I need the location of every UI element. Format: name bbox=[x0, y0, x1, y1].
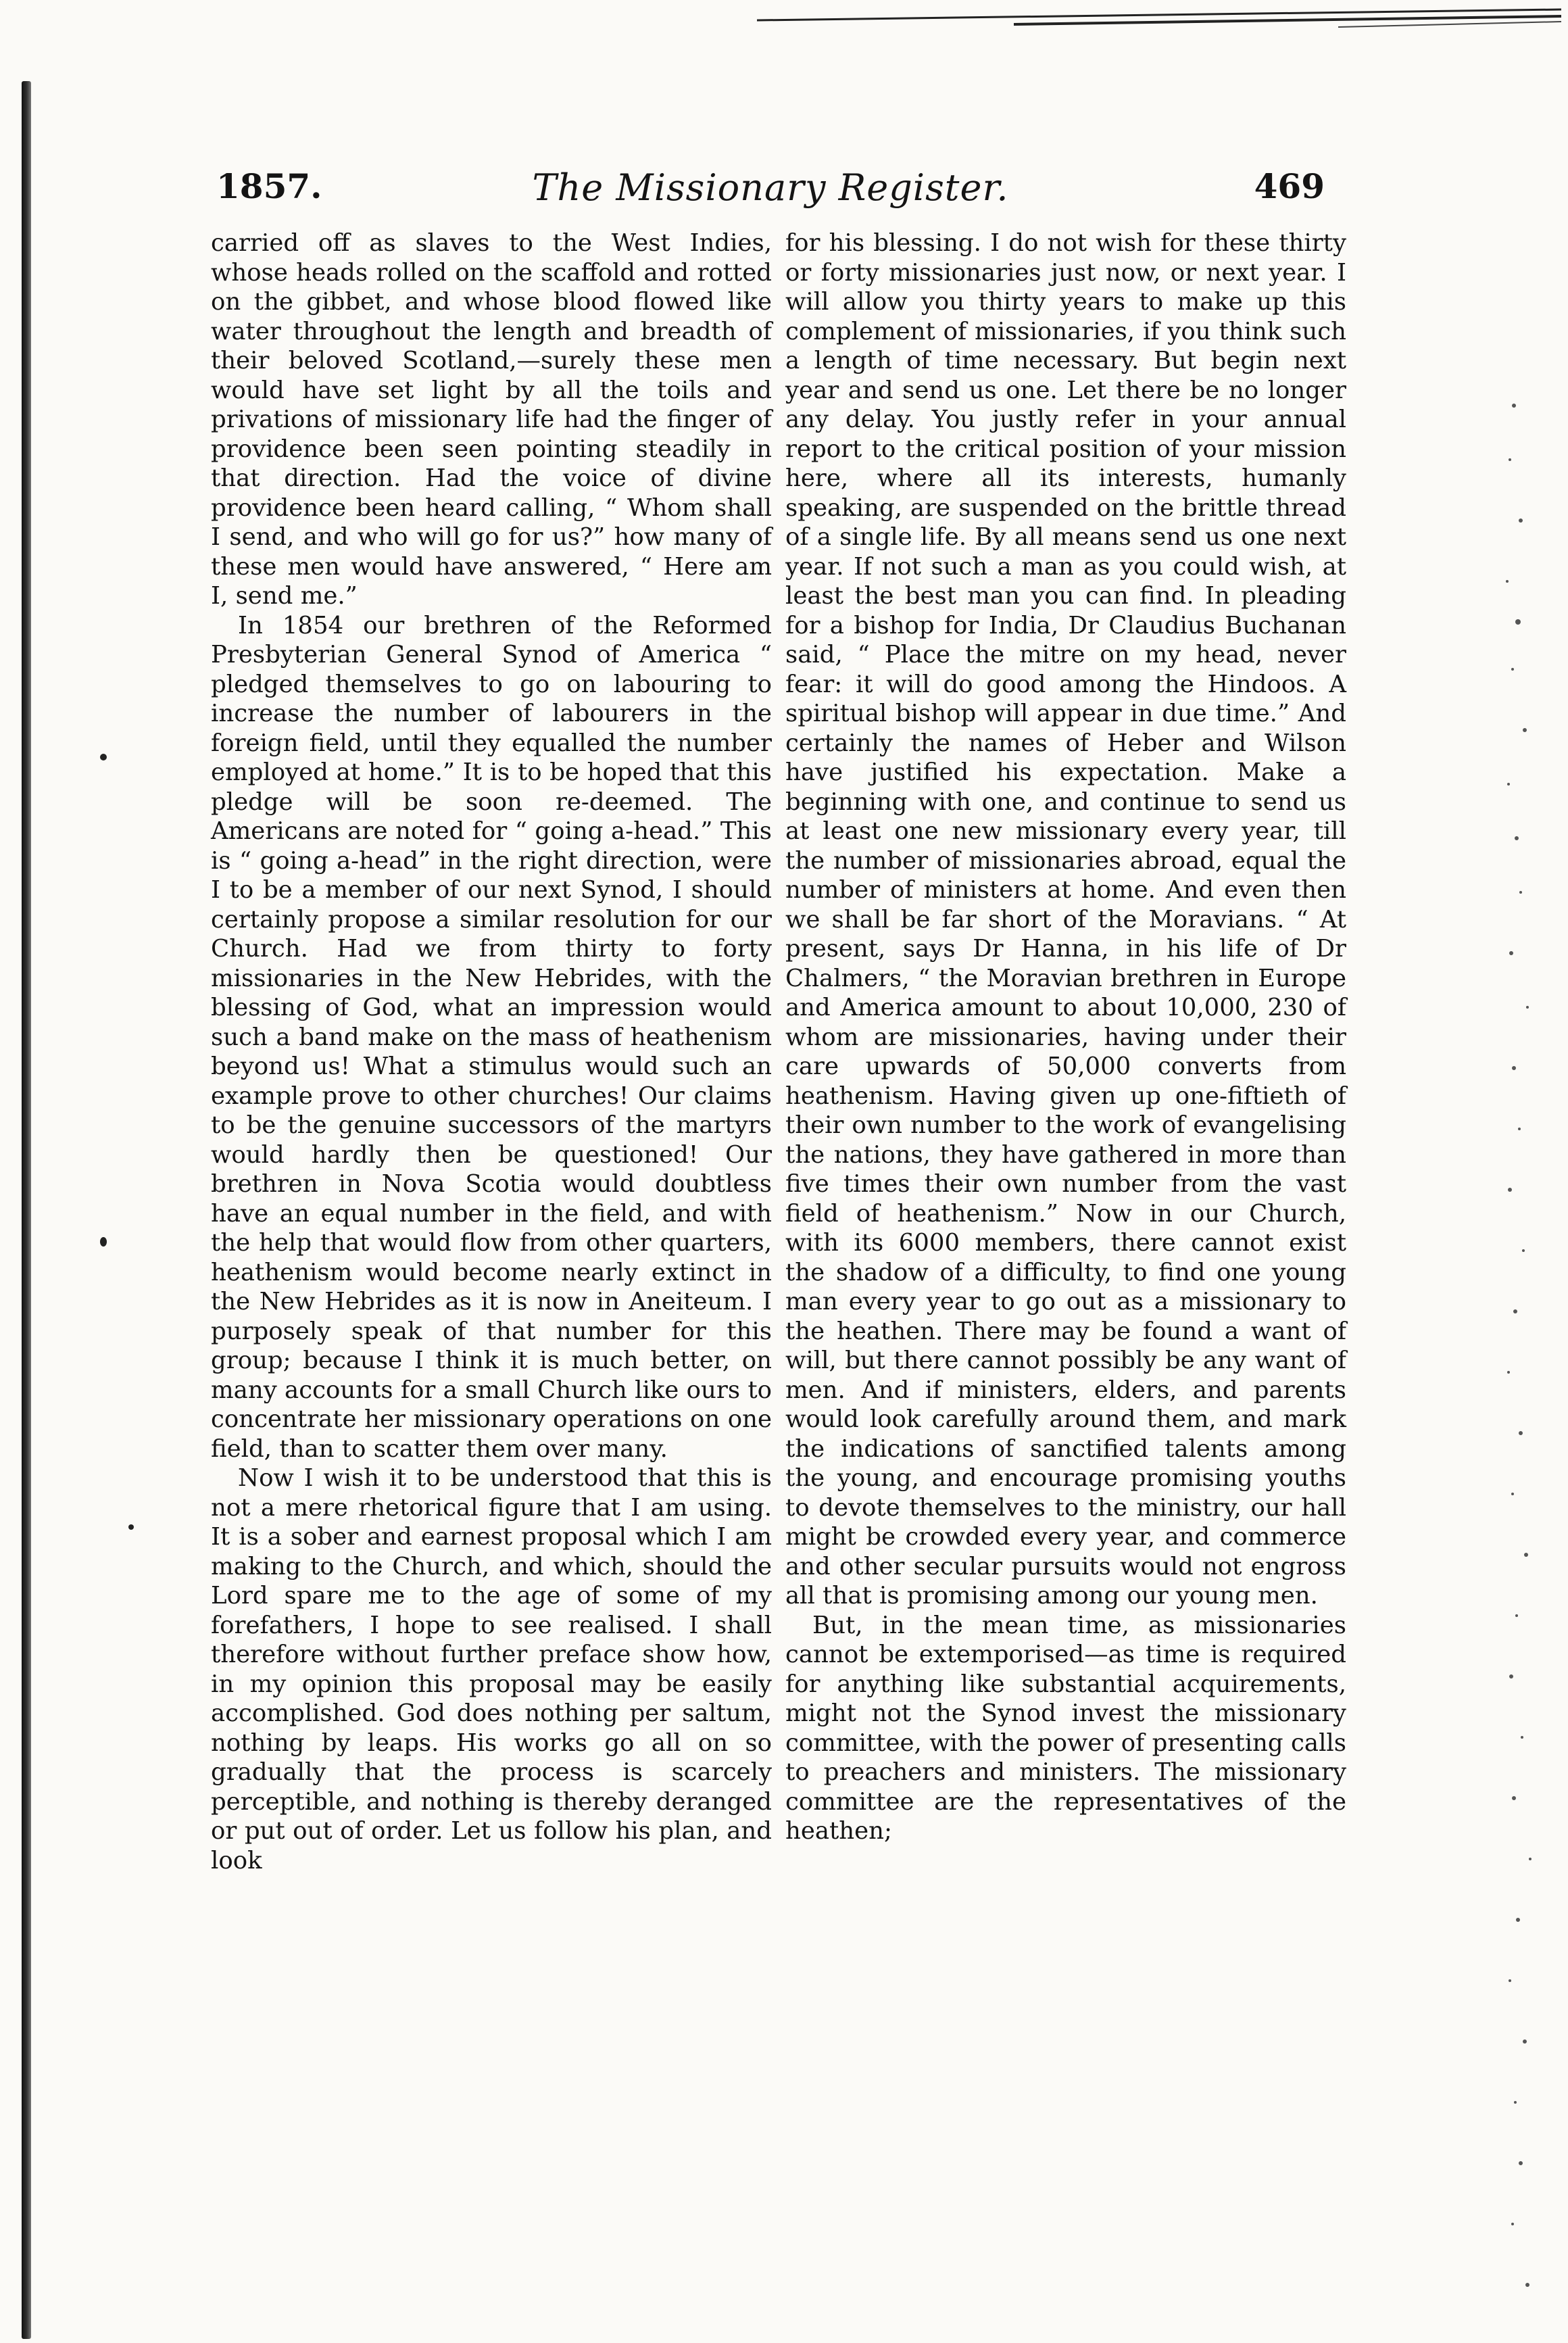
header-title: The Missionary Register. bbox=[532, 166, 1009, 209]
paragraph: for his blessing. I do not wish for these thirty or forty missionaries just now, or next year. I will allow you thirty years to make up this complement of missionaries, if you think such a length of time necessary. But begin next year and send us one. Let there be no longer any delay. You justly refer in your annual report to the critical position of your mission here, where all its interests, humanly speaking, are suspended on the brittle thread of a single life. By all means send us one next year. If not such a man as you could wish, at least the best man you can find. In pleading for a bishop for India, Dr Claudius Buchanan said, “ Place the mitre on my head, never fear: it will do good among the Hindoos. A spiritual bishop will appear in due time.” And certainly the names of Heber and Wilson have justified his expectation. Make a beginning with one, and continue to send us at least one new missionary every year, till the number of missionaries abroad, equal the number of ministers at home. And even then we shall be far short of the Moravians. “ At present, says Dr Hanna, in his life of Dr Chalmers, “ the Moravian brethren in Europe and America amount to about 10,000, 230 of whom are missionaries, having under their care upwards of 50,000 converts from heathenism. Having given up one-fiftieth of their own number to the work of evangelising the nations, they have gathered in more than five times their own number from the vast field of heathenism.” Now in our Church, with its 6000 members, there cannot exist the shadow of a difficulty, to find one young man every year to go out as a missionary to the heathen. There may be found a want of will, but there cannot possibly be any want of men. And if ministers, elders, and parents would look carefully around them, and mark the indications of sanctified talents among the young, and encourage promising youths to devote themselves to the ministry, our hall might be crowded every year, and commerce and other secular pursuits would not engross all that is promising among our young men. bbox=[785, 229, 1346, 1610]
page-number: 469 bbox=[1254, 166, 1325, 206]
margin-scan-noise bbox=[1500, 379, 1554, 2339]
paragraph: Now I wish it to be understood that this is not a mere rhetorical figure that I am using. It is a sober and earnest proposal which I am making to the Church, and which, should the Lord spare me to the age of some of my forefathers, I hope to see realised. I shall therefore without further preface show how, in my opinion this proposal may be easily accomplished. God does nothing per saltum, nothing by leaps. His works go all on so gradually that the process is scarcely perceptible, and nothing is thereby deranged or put out of order. Let us follow his plan, and look bbox=[211, 1464, 772, 1875]
top-printed-rule bbox=[757, 7, 1561, 30]
left-column bbox=[211, 228, 772, 1875]
paragraph: carried off as slaves to the West Indies, whose heads rolled on the scaffold and rotted on the gibbet, and whose blood flowed like water throughout the length and breadth of their beloved Scotland,—surely these men would have set light by all the toils and privations of missionary life had the finger of providence been seen pointing steadily in that direction. Had the voice of divine providence been heard calling, “ Whom shall I send, and who will go for us?” how many of these men would have answered, “ Here am I, send me.” bbox=[211, 229, 772, 610]
ink-speck bbox=[100, 754, 107, 760]
ink-speck bbox=[100, 1237, 107, 1247]
right-column bbox=[785, 228, 1346, 1846]
paragraph: In 1854 our brethren of the Reformed Presbyterian General Synod of America “ pledged themselves to go on labouring to increase the number of labourers in the foreign field, until they equalled the number employed at home.” It is to be hoped that this pledge will be soon re-deemed. The Americans are noted for “ going a-head.” This is “ going a-head” in the right direction, were I to be a member of our next Synod, I should certainly propose a similar resolution for our Church. Had we from thirty to forty missionaries in the New Hebrides, with the blessing of God, what an impression would such a band make on the mass of heathenism beyond us! What a stimulus would such an example prove to other churches! Our claims to be the genuine successors of the martyrs would hardly then be questioned! Our brethren in Nova Scotia would doubtless have an equal number in the field, and with the help that would flow from other quarters, heathenism would become nearly extinct in the New Hebrides as it is now in Aneiteum. I purposely speak of that number for this group; because I think it is much better, on many accounts for a small Church like ours to concentrate her missionary operations on one field, than to scatter them over many. bbox=[211, 611, 772, 1463]
paragraph: But, in the mean time, as missionaries cannot be extemporised—as time is required for anything like substantial acquirements, might not the Synod invest the missionary committee, with the power of presenting calls to preachers and ministers. The missionary committee are the representatives of the heathen; bbox=[785, 1611, 1346, 1845]
page-binding-edge bbox=[22, 81, 31, 2339]
ink-speck bbox=[128, 1524, 134, 1530]
running-header bbox=[216, 166, 1325, 220]
header-year: 1857. bbox=[216, 166, 322, 206]
